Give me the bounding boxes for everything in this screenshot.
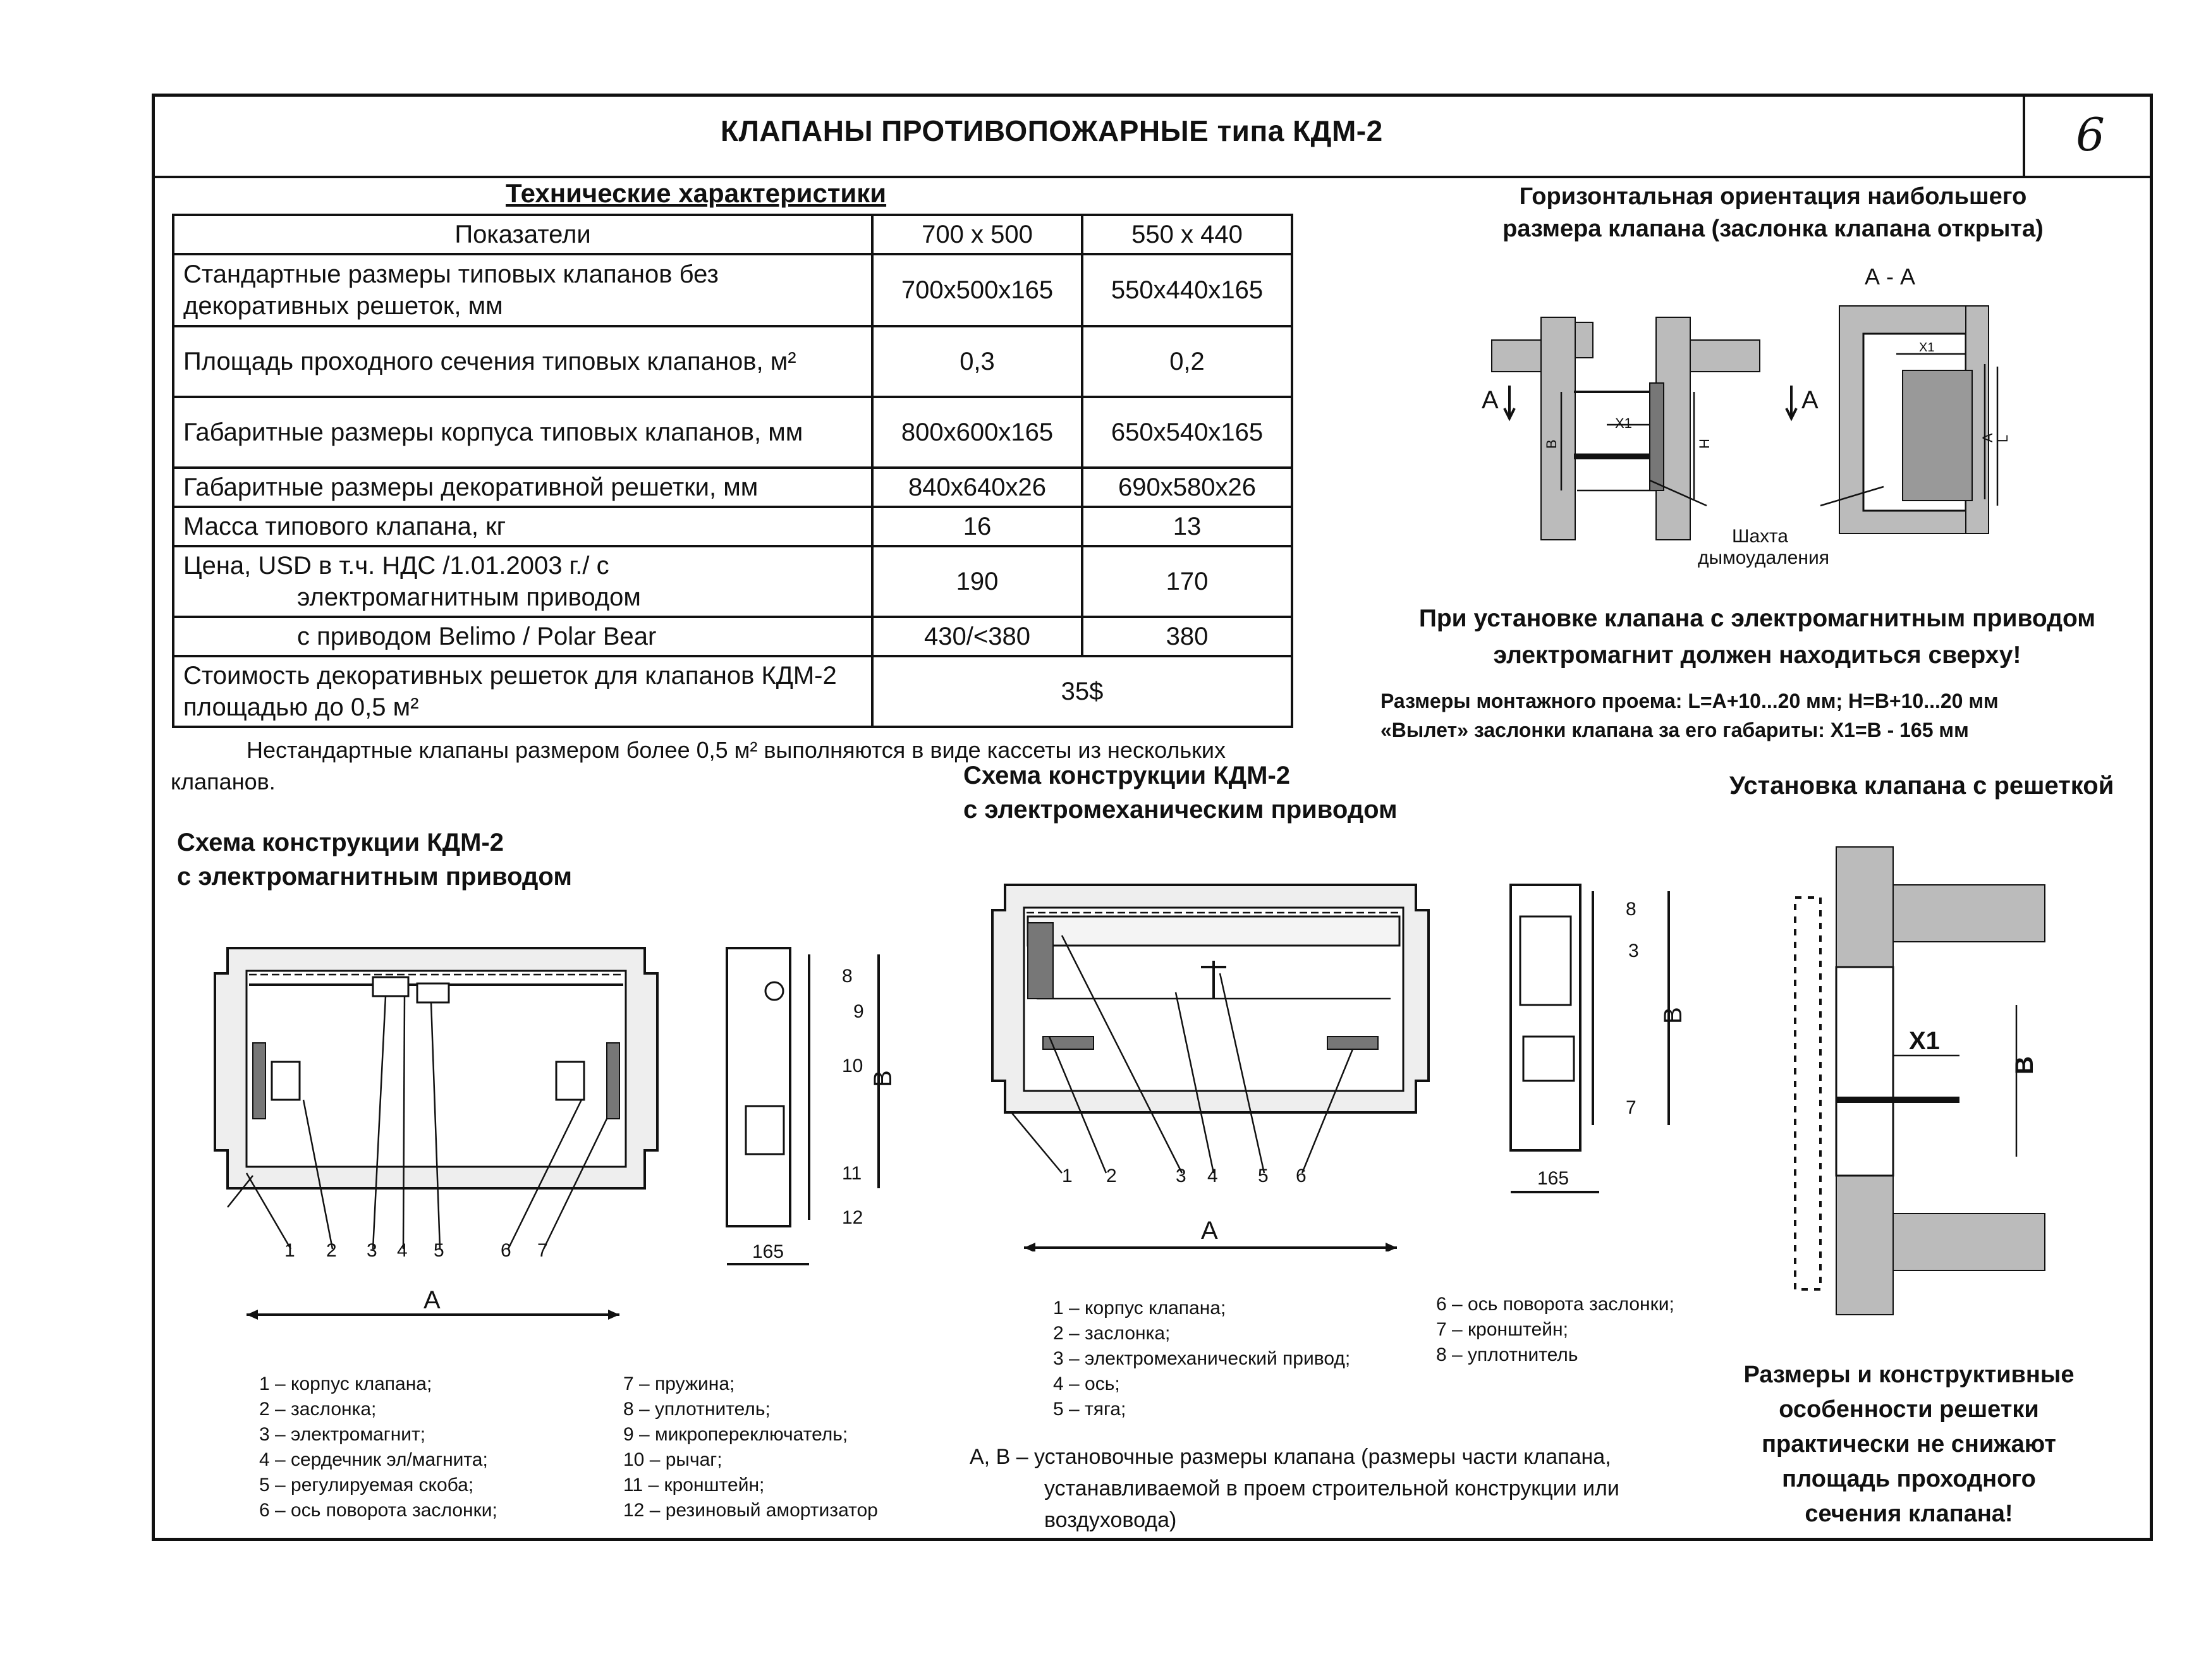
legend-item: 1 – корпус клапана; [259, 1373, 432, 1394]
grille-remark-line: Размеры и конструктивные [1743, 1361, 2075, 1388]
mech-bracket [1523, 1037, 1574, 1081]
page-title: КЛАПАНЫ ПРОТИВОПОЖАРНЫЕ типа КДМ-2 [721, 114, 1383, 147]
table-cell: 550х440х165 [1082, 254, 1292, 326]
legend-item: 6 – ось поворота заслонки; [1436, 1294, 1674, 1315]
callout-8: 8 [1626, 899, 1636, 920]
table-cell: 13 [1082, 507, 1292, 546]
table-cell: 380 [1082, 617, 1292, 656]
legend-item: 4 – сердечник эл/магнита; [259, 1449, 488, 1470]
callout-7: 7 [537, 1240, 548, 1261]
page-number: 6 [2023, 94, 2155, 176]
callout-6: 6 [501, 1240, 511, 1261]
grille-dim-x1: Х1 [1909, 1027, 1940, 1055]
scheme-em-title [177, 825, 572, 894]
legend-item: 4 – ось; [1053, 1373, 1120, 1394]
mech-damper-top [1028, 916, 1399, 946]
arrow-left-label: А [1482, 386, 1499, 414]
table-cell-label: Масса типового клапана, кг [173, 507, 872, 546]
legend-item: 12 – резиновый амортизатор [623, 1500, 878, 1521]
callout-3: 3 [1628, 940, 1639, 961]
callout-1: 1 [284, 1240, 295, 1261]
price-label-drive: электромагнитным приводом [297, 583, 641, 611]
mounting-dims-line1: Размеры монтажного проема: L=A+10...20 мм; H=B+10...20 мм [1380, 690, 1999, 712]
callout-5: 5 [1258, 1166, 1269, 1186]
table-row [173, 254, 1292, 326]
callout-11: 11 [842, 1163, 862, 1184]
legend-item: 9 – микропереключатель; [623, 1424, 848, 1445]
scheme-mech-title-line2: с электромеханическим приводом [963, 796, 1398, 824]
axis-left [253, 1043, 265, 1119]
em-side-bracket [746, 1106, 784, 1154]
scheme-em-title-line1: Схема конструкции КДМ-2 [177, 829, 504, 856]
legend-item: 5 – тяга; [1053, 1399, 1126, 1420]
em-dim-depth: 165 [752, 1241, 784, 1262]
title-divider [152, 176, 2153, 178]
grille-remark-line: особенности решетки [1779, 1396, 2039, 1423]
dim-l-right: L [1995, 434, 2011, 442]
legend-item: 2 – заслонка; [1053, 1323, 1171, 1344]
grille-remark-line: сечения клапана! [1805, 1500, 2013, 1528]
dim-x1-right: Х1 [1919, 341, 1935, 355]
callout-6: 6 [1296, 1166, 1307, 1186]
callout-3: 3 [367, 1240, 377, 1261]
mounting-dimensions [1380, 686, 1999, 745]
dim-x1-left: Х1 [1615, 415, 1632, 431]
callout-2: 2 [1106, 1166, 1117, 1186]
table-cell: 650х540х165 [1082, 397, 1292, 468]
scheme-em-drawing [202, 935, 961, 1327]
spring-right [556, 1062, 584, 1100]
legend-item: 1 – корпус клапана; [1053, 1298, 1226, 1318]
em-side-labels [842, 966, 864, 1228]
install-dims-note [970, 1441, 1619, 1536]
warning-line1: При установке клапана с электромагнитным приводом [1418, 605, 2096, 632]
em-dim-a: А [424, 1286, 441, 1314]
table-cell-label: Стоимость декоративных решеток для клапанов КДМ-2 площадью до 0,5 м² [173, 656, 872, 727]
axis-right [607, 1043, 619, 1119]
electromagnet-warning [1378, 600, 2136, 674]
tech-table [172, 214, 1293, 728]
scheme-mech-drawing [986, 872, 1713, 1251]
table-cell-merged: 35$ [872, 656, 1292, 727]
grille-dim-b: В [2011, 1056, 2038, 1074]
table-header-cell: 550 х 440 [1082, 215, 1292, 254]
table-header-row [173, 215, 1292, 254]
callout-7: 7 [1626, 1097, 1636, 1118]
scheme-mech-title-line1: Схема конструкции КДМ-2 [963, 762, 1291, 789]
table-cell: 800х600х165 [872, 397, 1082, 468]
shaft-label-line2: дымоудаления [1698, 547, 1829, 568]
mech-pivot-right [1327, 1037, 1378, 1049]
dim-b-left: В [1544, 439, 1559, 449]
table-header-cell: 700 х 500 [872, 215, 1082, 254]
mech-dim-b: В [1659, 1007, 1687, 1024]
grille-remark-line: площадь проходного [1782, 1466, 2036, 1493]
arrow-right-label: А [1801, 386, 1819, 414]
callout-4: 4 [397, 1240, 408, 1261]
legend-item: 10 – рычаг; [623, 1449, 722, 1470]
legend-item: 2 – заслонка; [259, 1399, 377, 1420]
table-cell: 700х500х165 [872, 254, 1082, 326]
table-row [173, 656, 1292, 727]
install-note-line2: устанавливаемой в проем строительной конструкции или [1044, 1476, 1619, 1500]
table-cell: 16 [872, 507, 1082, 546]
callout-1: 1 [1062, 1166, 1073, 1186]
scheme-em-title-line2: с электромагнитным приводом [177, 863, 572, 891]
grille-duct-top [1893, 885, 2045, 942]
orientation-title-line1: Горизонтальная ориентация наибольшего [1519, 183, 2027, 210]
table-cell-label: Габаритные размеры декоративной решетки, мм [173, 468, 872, 507]
valve-body-left [1650, 383, 1664, 490]
table-row [173, 468, 1292, 507]
mech-side-labels [1626, 899, 1639, 1118]
grille-remark-line: практически не снижают [1762, 1431, 2056, 1458]
table-cell: 690х580х26 [1082, 468, 1292, 507]
dim-a-right: А [1980, 433, 1996, 442]
install-note-line3: воздуховода) [1044, 1508, 1177, 1532]
table-cell-label: Стандартные размеры типовых клапанов без декоративных решеток, мм [173, 254, 872, 326]
tech-table-caption: Технические характеристики [506, 178, 887, 208]
price-label: Цена, USD в т.ч. НДС /1.01.2003 г./ с [183, 552, 609, 580]
shaft-label-line1: Шахта [1732, 526, 1788, 547]
grille-duct-bottom [1893, 1214, 2045, 1270]
table-cell: 190 [872, 546, 1082, 617]
orientation-title [1498, 181, 2048, 246]
mech-dim-depth: 165 [1537, 1168, 1569, 1189]
scheme-mech-legend-col2 [1436, 1292, 1674, 1368]
shaft-wall-left [1541, 317, 1575, 540]
section-label: А - А [1865, 264, 1916, 289]
table-cell: 0,3 [872, 326, 1082, 397]
em-front-labels [284, 1240, 548, 1261]
duct-left [1492, 340, 1541, 372]
callout-12: 12 [842, 1207, 863, 1228]
em-dim-b: В [869, 1070, 897, 1087]
warning-line2: электромагнит должен находиться сверху! [1493, 642, 2021, 669]
em-switch [765, 982, 783, 1000]
legend-item: 11 – кронштейн; [623, 1475, 765, 1495]
table-cell: 0,2 [1082, 326, 1292, 397]
table-row [173, 507, 1292, 546]
grille-valve-body [1836, 967, 1893, 1176]
mech-actuator [1520, 916, 1571, 1005]
dim-h-left: Н [1697, 439, 1712, 449]
table-row [173, 397, 1292, 468]
mech-side-plate [1028, 923, 1053, 999]
electromagnet [373, 977, 408, 996]
grille-drawing [1782, 841, 2061, 1321]
grille-title: Установка клапана с решеткой [1729, 772, 2114, 800]
table-cell: 430/<380 [872, 617, 1082, 656]
duct-right [1690, 340, 1760, 372]
table-cell: 840х640х26 [872, 468, 1082, 507]
legend-item: 7 – пружина; [623, 1373, 735, 1394]
table-cell-label: Площадь проходного сечения типовых клапанов, м² [173, 326, 872, 397]
legend-item: 3 – электромеханический привод; [1053, 1348, 1351, 1369]
nonstandard-note: Нестандартные клапаны размером более 0,5 м² выполняются в виде кассеты из нескольких клапанов. [171, 737, 1226, 795]
legend-item: 6 – ось поворота заслонки; [259, 1500, 497, 1521]
table-cell: 170 [1082, 546, 1292, 617]
legend-item: 8 – уплотнитель [1436, 1344, 1578, 1365]
grille-remark [1732, 1358, 2086, 1531]
damper-section [1903, 370, 1972, 501]
callout-5: 5 [434, 1240, 444, 1261]
scheme-em-legend-col2 [623, 1372, 878, 1523]
table-cell-label: Габаритные размеры корпуса типовых клапанов, мм [173, 397, 872, 468]
spring-left [272, 1062, 300, 1100]
callout-2: 2 [326, 1240, 337, 1261]
grille-louvers [1795, 898, 1820, 1289]
scheme-mech-title [963, 758, 1398, 827]
orientation-drawing [1466, 259, 2061, 575]
legend-item: 5 – регулируемая скоба; [259, 1475, 474, 1495]
mech-dim-a: А [1201, 1217, 1218, 1245]
scheme-mech-legend-col1 [1053, 1296, 1350, 1422]
core [417, 983, 449, 1002]
table-cell-label: с приводом Belimo / Polar Bear [173, 617, 872, 656]
table-row [173, 617, 1292, 656]
callout-3: 3 [1176, 1166, 1186, 1186]
scheme-em-legend-col1 [259, 1372, 497, 1523]
install-note-line1: А, В – установочные размеры клапана (размеры части клапана, [970, 1445, 1611, 1469]
orientation-title-line2: размера клапана (заслонка клапана открыта) [1502, 216, 2044, 243]
callout-9: 9 [853, 1001, 864, 1022]
legend-item: 8 – уплотнитель; [623, 1399, 771, 1420]
table-row [173, 546, 1292, 617]
table-cell-label [173, 546, 872, 617]
mounting-dims-line2: «Вылет» заслонки клапана за его габариты: Х1=В - 165 мм [1380, 719, 1969, 741]
table-row [173, 326, 1292, 397]
callout-8: 8 [842, 966, 853, 987]
callout-10: 10 [842, 1056, 863, 1076]
callout-4: 4 [1207, 1166, 1218, 1186]
legend-item: 7 – кронштейн; [1436, 1319, 1568, 1340]
legend-item: 3 – электромагнит; [259, 1424, 426, 1445]
table-header-cell: Показатели [173, 215, 872, 254]
mech-front-labels [1062, 1166, 1307, 1186]
